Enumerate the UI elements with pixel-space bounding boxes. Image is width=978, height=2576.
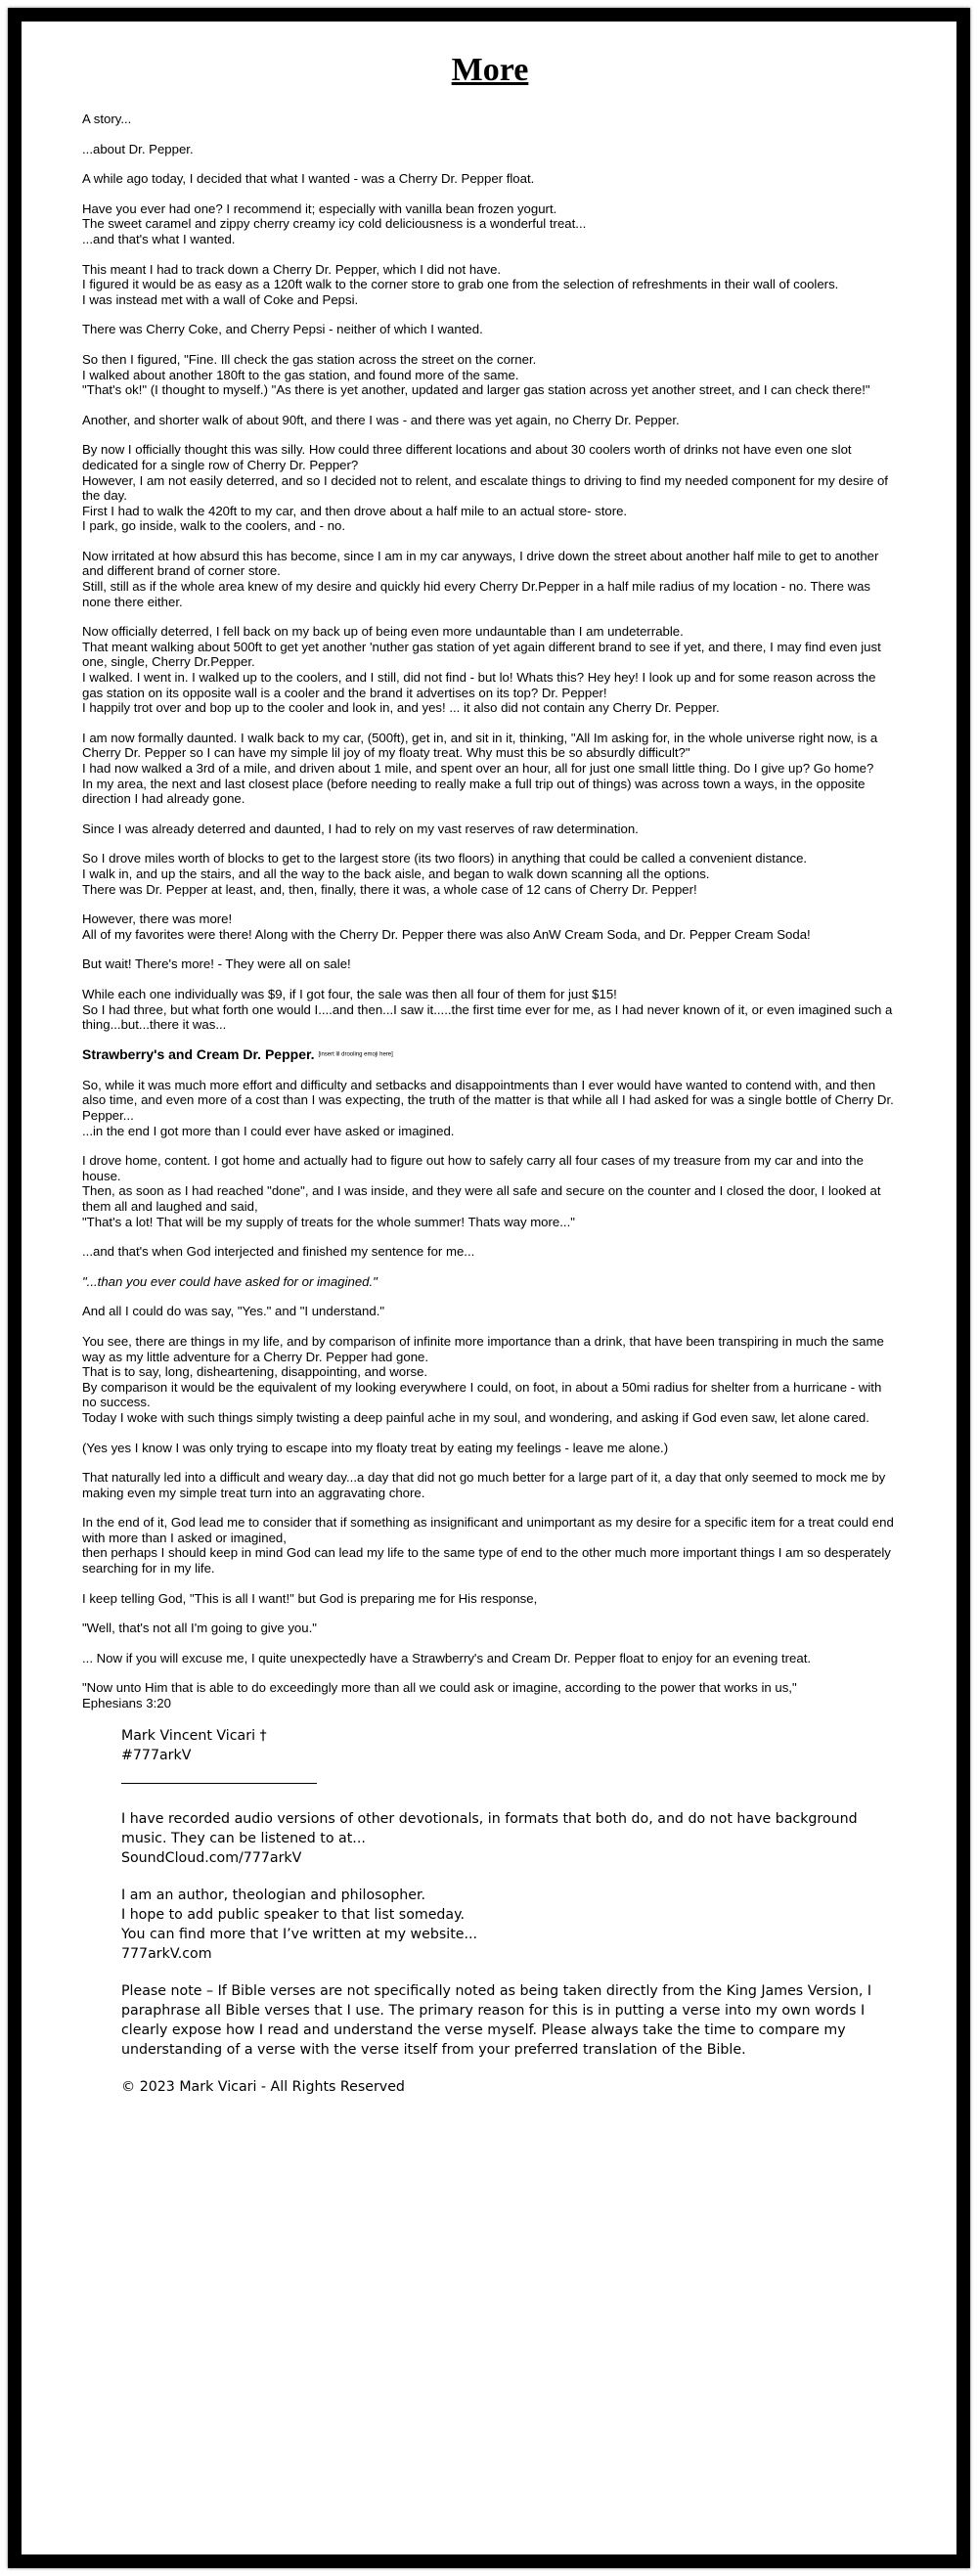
heading-text: Strawberry's and Cream Dr. Pepper.	[82, 1045, 315, 1062]
story-paragraph: ...about Dr. Pepper.	[82, 141, 194, 156]
story-heading	[82, 1047, 898, 1063]
story-paragraph: That naturally led into a difficult and weary day...a day that did not go much better for a large part of it, a day that only seemed to mock me by making even my simple treat turn into an aggravating chore.	[82, 1470, 886, 1500]
signature-divider	[121, 1783, 317, 1784]
story-paragraph: A story...	[82, 111, 132, 126]
author-name: Mark Vincent Vicari † #777arkV	[121, 1727, 267, 1763]
story-paragraph: ... Now if you will excuse me, I quite unexpectedly have a Strawberry's and Cream Dr. Pepper float to enjoy for an evening treat.	[82, 1650, 812, 1666]
story-paragraph: A while ago today, I decided that what I wanted - was a Cherry Dr. Pepper float.	[82, 171, 535, 187]
author-note: I am an author, theologian and philosopher. I hope to add public speaker to that list someday. You can find more that I’ve written at my website... 777arkV.com	[121, 1887, 478, 1962]
story-paragraph: This meant I had to track down a Cherry Dr. Pepper, which I did not have. I figured it would be as easy as a 120ft walk to the corner store to grab one from the selection of refreshments in their wall of coolers. I was instead met with a wall of Coke and Pepsi.	[82, 261, 839, 307]
story-paragraph: Since I was already deterred and daunted, I had to rely on my vast reserves of raw determination.	[82, 821, 639, 836]
story-paragraph: Now irritated at how absurd this has become, since I am in my car anyways, I drive down the street about another half mile to get to another and different brand of corner store. Still, still as if the whole area knew of my desire and quickly hid every Cherry Dr.Pepper in a half mile radius of my location - no. There was none there either.	[82, 548, 879, 609]
story-paragraph: There was Cherry Coke, and Cherry Pepsi - neither of which I wanted.	[82, 322, 483, 337]
story-paragraph: And all I could do was say, "Yes." and "I understand."	[82, 1304, 385, 1319]
paraphrase-note: Please note – If Bible verses are not specifically noted as being taken directly from the King James Version, I paraphrase all Bible verses that I use. The primary reason for this is in putting a verse into my own words I clearly expose how I read and understand the verse myself. Please always take the time to compare my understanding of a verse with the verse itself from your preferred translation of the Bible.	[121, 1982, 872, 2058]
story-paragraph: (Yes yes I know I was only trying to escape into my floaty treat by eating my feelings - leave me alone.)	[82, 1440, 669, 1455]
story-body	[82, 111, 898, 1711]
story-paragraph: "Now unto Him that is able to do exceedingly more than all we could ask or imagine, according to the power that works in us," Ephesians 3:20	[82, 1680, 797, 1711]
story-paragraph: So then I figured, "Fine. Ill check the gas station across the street on the corner. I walked about another 180ft to the gas station, and found more of the same. "That's ok!" (I thought to myself.) "As there is yet another, updated and larger gas station across yet another street, and I can check there!"	[82, 351, 870, 398]
story-paragraph: ...and that's when God interjected and finished my sentence for me...	[82, 1244, 475, 1260]
heading-note: [insert lil drooling emoji here]	[318, 1051, 393, 1058]
story-paragraph: I am now formally daunted. I walk back to my car, (500ft), get in, and sit in it, thinking, "All Im asking for, in the whole universe right now, is a Cherry Dr. Pepper so I can have my simple lil joy of my floaty treat. Why must this be so absurdly difficult?" I had now walked a 3rd of a mile, and driven about 1 mile, and spent over an hour, all for just one small little thing. Do I give up? Go home? In my area, the next and last closest place (before needing to really make a full trip out of things) was across town a ways, in the opposite direction I had already gone.	[82, 730, 878, 807]
story-paragraph: "Well, that's not all I'm going to give you."	[82, 1621, 317, 1636]
document-page	[22, 22, 956, 2554]
story-paragraph: But wait! There's more! - They were all on sale!	[82, 956, 351, 972]
signature-block	[121, 1726, 898, 2097]
story-paragraph: Another, and shorter walk of about 90ft, and there I was - and there was yet again, no Cherry Dr. Pepper.	[82, 412, 680, 427]
story-paragraph: I keep telling God, "This is all I want!" but God is preparing me for His response,	[82, 1590, 538, 1606]
story-paragraph: By now I officially thought this was silly. How could three different locations and about 30 coolers worth of drinks not have even one slot dedicated for a single row of Cherry Dr. Pepper? However, I am not easily deterred, and so I decided not to relent, and escalate things to driving to find my needed component for my desire of the day. First I had to walk the 420ft to my car, and then drove about a half mile to an actual store- store. I park, go inside, walk to the coolers, and - no.	[82, 442, 888, 534]
copyright-notice: © 2023 Mark Vicari - All Rights Reserved	[121, 2078, 405, 2095]
story-paragraph: You see, there are things in my life, and by comparison of infinite more importance than a drink, that have been transpiring in much the same way as my little adventure for a Cherry Dr. Pepper had gone. That is to say, long, disheartening, disappointing, and worse. By comparison it would be the equivalent of my looking everywhere I could, on foot, in about a 50mi radius for shelter from a hurricane - with no success. Today I woke with such things simply twisting a deep painful ache in my soul, and wondering, and asking if God even saw, let alone cared.	[82, 1333, 884, 1425]
story-paragraph: While each one individually was $9, if I got four, the sale was then all four of them for just $15! So I had three, but what forth one would I....and then...I saw it.....the first time ever for me, as I had never known of it, or even imagined such a thing...but...there it was...	[82, 986, 893, 1033]
story-paragraph: "...than you ever could have asked for or imagined."	[82, 1273, 378, 1289]
story-paragraph: In the end of it, God lead me to consider that if something as insignificant and unimportant as my desire for a specific item for a treat could end with more than I asked or imagined, then perhaps I should keep in mind God can lead my life to the same type of end to the other much more important things I am so desperately searching for in my life.	[82, 1515, 894, 1577]
story-paragraph: So I drove miles worth of blocks to get to the largest store (its two floors) in anything that could be called a convenient distance. I walk in, and up the stairs, and all the way to the back aisle, and began to walk down scanning all the options. There was Dr. Pepper at least, and, then, finally, there it was, a whole case of 12 cans of Cherry Dr. Pepper!	[82, 851, 808, 897]
document-title: More	[451, 52, 529, 88]
story-paragraph: I drove home, content. I got home and actually had to figure out how to safely carry all four cases of my treasure from my car and into the house. Then, as soon as I had reached "done", and I was inside, and they were all safe and secure on the counter and I closed the door, I looked at them all and laughed and said, "That's a lot! That will be my supply of treats for the whole summer! Thats way more..."	[82, 1153, 881, 1229]
audio-note: I have recorded audio versions of other devotionals, in formats that both do, and do not have background music. They can be listened to at... SoundCloud.com/777arkV	[121, 1810, 858, 1866]
story-paragraph: Now officially deterred, I fell back on my back up of being even more undauntable than I am undeterrable. That meant walking about 500ft to get yet another 'nuther gas station of yet again different brand to see if yet, and there, I may find even just one, single, Cherry Dr.Pepper. I walked. I went in. I walked up to the coolers, and I still, did not find - but lo! Whats this? Hey hey! I look up and for some reason across the gas station on its opposite wall is a cooler and the brand it advertises on its top? Dr. Pepper! I happily trot over and bop up to the cooler and look in, and yes! ... it also did not contain any Cherry Dr. Pepper.	[82, 624, 881, 716]
story-paragraph: However, there was more! All of my favorites were there! Along with the Cherry Dr. Pepper there was also AnW Cream Soda, and Dr. Pepper Cream Soda!	[82, 911, 811, 942]
page-frame	[8, 8, 970, 2568]
author-handle: #777arkV	[121, 1747, 192, 1763]
story-paragraph: So, while it was much more effort and difficulty and setbacks and disappointments than I ever would have wanted to contend with, and then also time, and even more of a cost than I was expecting, the truth of the matter is that while all I had asked for was a single bottle of Cherry Dr. Pepper... ...in the end I got more than I could ever have asked or imagined.	[82, 1077, 894, 1138]
story-paragraph: Have you ever had one? I recommend it; especially with vanilla bean frozen yogurt. The sweet caramel and zippy cherry creamy icy cold deliciousness is a wonderful treat... ...and that's what I wanted.	[82, 200, 587, 246]
